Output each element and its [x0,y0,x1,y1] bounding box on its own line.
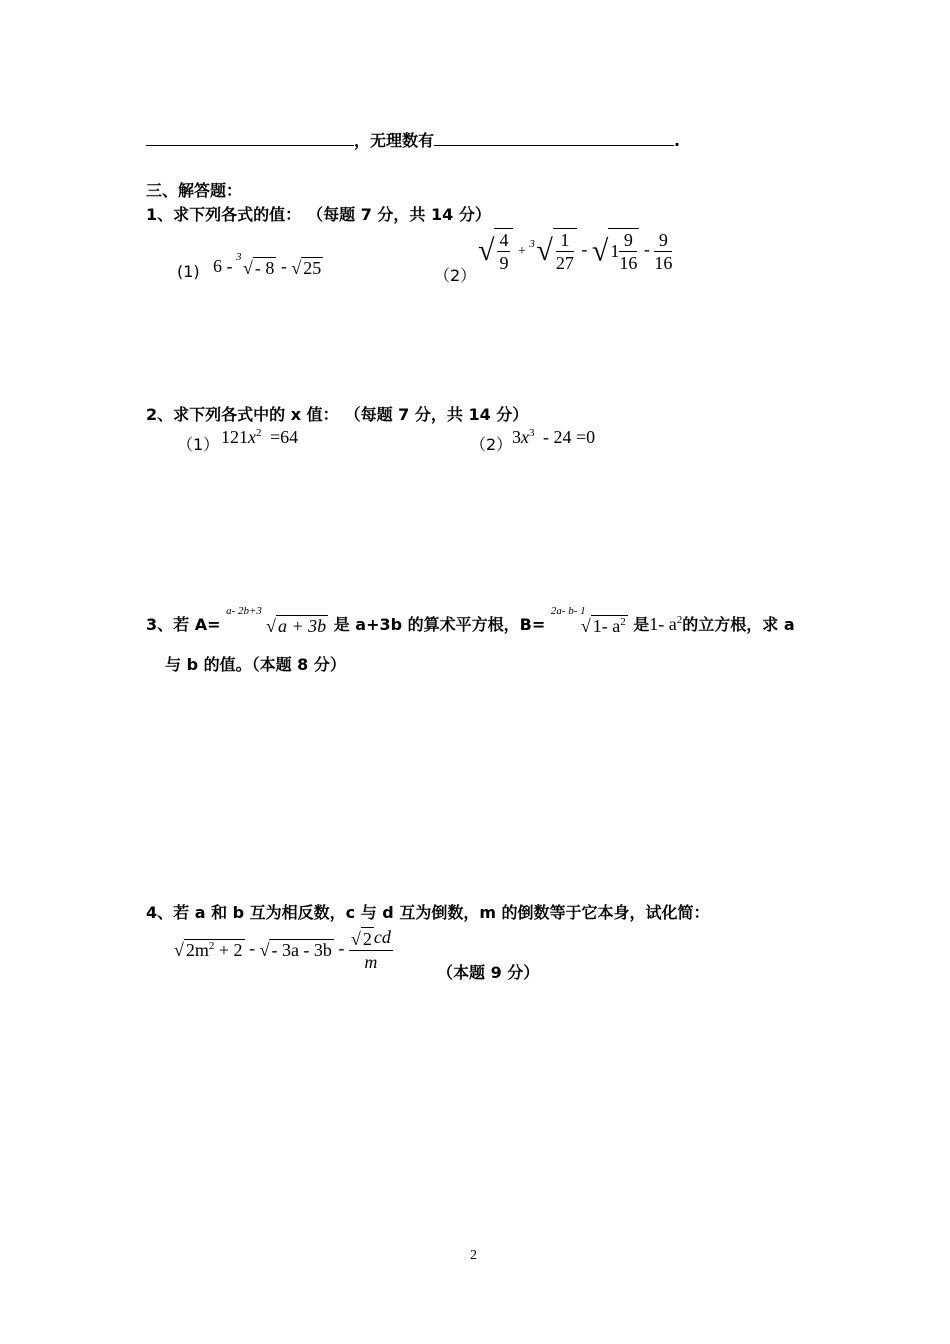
root-index: 2a- b- 1 [550,604,586,617]
q1-part1-label: (1) [177,262,200,281]
sqrt-term-1: √ $2m^2 + 2$ [174,939,243,960]
coefficient: 3 [512,427,521,447]
q3-mid1: 是 a+3b 的算术平方根，B= [333,615,546,634]
rhs: - 24 =0 [543,427,596,447]
q2-part1-label: （1） [177,435,220,454]
sqrt-mixed: √ 1 $\frac{9}{16}$ [591,230,638,273]
q4-score: （本题 9 分） [437,963,540,982]
fraction: $\frac{√ 2 cd}{m}$ [350,927,391,973]
fraction [654,229,672,274]
sqrt-frac-1: √ $\frac{4}{9}$ [478,228,513,274]
radicand: - 3a - 3b [271,939,332,960]
denominator: 27 [555,253,574,273]
radicand: a + 3b [277,615,327,636]
q3-prefix: 3、若 A= [146,615,221,634]
numerator: 9 [654,229,672,252]
q2-part2-expr [512,427,595,448]
section-title: 三、解答题： [146,181,243,200]
exponent: 2 [676,614,683,626]
period: . [674,131,681,150]
blank-2[interactable] [434,129,674,146]
exponent: 2 [208,939,215,952]
numerator: 9 [619,229,637,252]
q1-part2-label: （2） [434,266,477,285]
q1-score: （每题 7 分，共 14 分） [315,205,491,224]
q2-title [146,402,528,425]
page-number: 2 [470,1248,477,1263]
q4-expr [174,926,393,973]
root-index: a- 2b+3 [226,604,262,617]
exponent: 2 [620,615,626,628]
minus-sign: - [643,239,650,260]
rhs: =64 [270,427,299,447]
exponent: 3 [529,427,535,439]
variable: x [521,427,529,447]
radicand: 2 [362,929,372,950]
denominator: 9 [499,253,509,273]
numerator: 1 [556,229,574,252]
q3-mid2: 是 [633,615,650,634]
denominator: 16 [654,252,673,273]
sqrt-term-2: √ - 3a - 3b [259,939,332,960]
q2-score: （每题 7 分，共 14 分） [352,405,529,424]
q1-part2-expr [478,228,672,274]
root-index: 3 [236,250,242,263]
cube-root-frac: 3 √ $\frac{1}{27}$ [530,228,576,274]
minus-sign: - [581,239,588,260]
q1-title [146,202,491,225]
coefficient: 121 [221,427,248,447]
radicand: 2m [185,939,209,960]
minus-sign: - [249,937,256,958]
exponent: 2 [256,427,262,439]
q1p1-minus: - [280,256,287,276]
expr2: 1- a [649,614,677,634]
q1-title-text: 1、求下列各式的值： [146,205,302,224]
q3-line1 [146,604,795,637]
fill-in-line [146,128,680,151]
square-root: √ 25 [291,257,322,278]
blank-1[interactable] [146,129,354,146]
radicand: 1- a [592,615,621,636]
q3-end: 的立方根，求 a [682,615,795,634]
root-a: a- 2b+3 √ a + 3b [226,604,327,636]
numerator: 4 [499,230,509,250]
plus-sign: + [517,244,526,260]
q2-part1-expr [221,427,298,448]
root-b: 2a- b- 1 √ 1- $a^2$ [550,604,626,636]
numerator-tail: cd [373,927,391,947]
q3-line2: 与 b 的值。（本题 8 分） [165,655,346,674]
q1-part1-expr [213,250,323,279]
irrational-label: ，无理数有 [354,131,435,150]
minus-sign: - [338,937,345,958]
q2-part2-label: （2） [470,435,513,454]
q4-line1: 4、若 a 和 b 互为相反数，c 与 d 互为倒数，m 的倒数等于它本身，试化简： [146,903,710,922]
cube-root: 3 √ - 8 [236,250,275,278]
radicand: - 8 [254,257,275,278]
denominator: m [364,952,378,973]
q1p1-a: 6 - [213,256,233,276]
q2-title-text: 2、求下列各式中的 x 值： [146,405,339,424]
variable: x [248,427,256,447]
radicand: 25 [303,257,322,278]
whole-part: 1 [610,241,620,261]
radicand-tail: + 2 [214,939,243,960]
denominator: 16 [619,253,638,273]
root-index: 3 [529,238,535,250]
